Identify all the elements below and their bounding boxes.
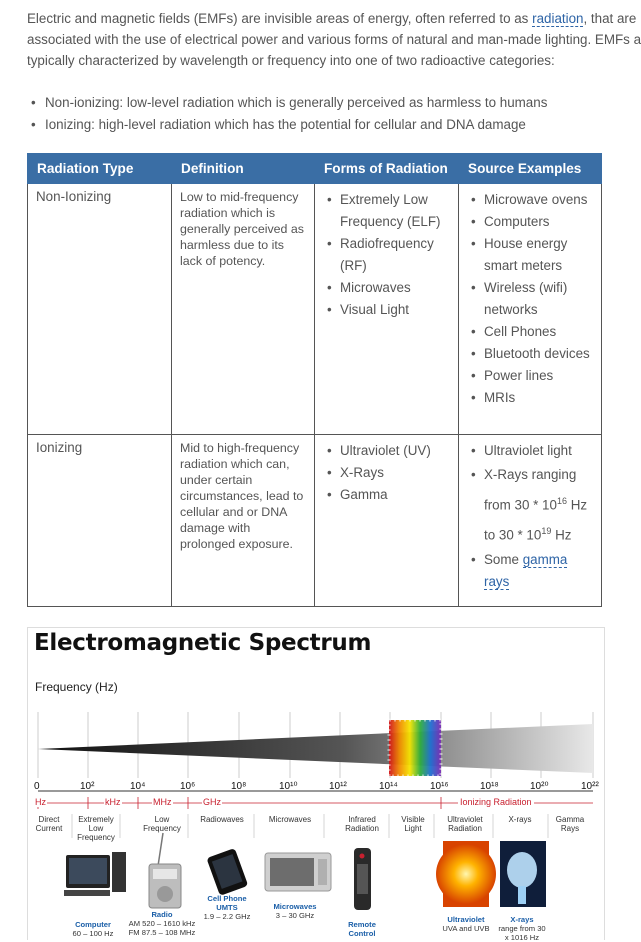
list-item: • Gamma — [340, 484, 450, 506]
device-name: Microwaves — [273, 902, 317, 911]
intro-text: associated with the use of electrical power and various forms of natural and man-made lighting. EMFs a — [27, 32, 641, 47]
list-item: • Extremely Low Frequency (ELF) — [340, 189, 450, 233]
device-name: Radio — [151, 910, 173, 919]
tick-label: 10⁸ — [231, 781, 247, 792]
tick-label: 10¹⁴ — [379, 781, 398, 792]
category-label: Low Frequency — [143, 815, 181, 833]
list-item: • Power lines — [484, 365, 593, 387]
list-item: • Wireless (wifi) networks — [484, 277, 593, 321]
list-item: • Microwaves — [340, 277, 450, 299]
band-label: MHz — [153, 797, 172, 807]
computer-label — [66, 920, 120, 938]
sources-list — [467, 189, 593, 409]
table-row — [28, 435, 602, 607]
x-ray-label — [496, 915, 548, 942]
tick-label: 0 — [34, 781, 40, 792]
forms-list — [323, 189, 450, 321]
intro-text: typically characterized by wavelength or frequency into one of two radioactive categories: — [27, 53, 555, 68]
category-label: Direct Current — [35, 815, 63, 833]
device-name: Ultraviolet — [447, 915, 485, 924]
device-range: 1.9 – 2.2 GHz — [203, 912, 251, 921]
frequency-label: Frequency (Hz) — [35, 680, 118, 694]
remote-control-label: Remote Control — [348, 920, 376, 938]
device-range: 60 – 100 Hz — [72, 929, 114, 938]
column-header: Forms of Radiation — [315, 154, 459, 184]
category-label: X-rays — [508, 815, 532, 824]
spectrum-wedge — [38, 724, 593, 773]
cell-phone-label — [202, 894, 252, 921]
ultraviolet-icon — [436, 841, 496, 907]
device-name: X-rays — [510, 915, 534, 924]
category-label: Ultraviolet Radiation — [447, 815, 483, 833]
tick-label: 10¹⁸ — [480, 781, 499, 792]
tick-label: 10⁶ — [180, 781, 196, 792]
device-name: Cell Phone UMTS — [207, 894, 247, 912]
category-label: Infrared Radiation — [345, 815, 379, 833]
forms-list — [323, 440, 450, 506]
list-item: • MRIs — [484, 387, 593, 409]
band-label: kHz — [105, 797, 121, 807]
ultraviolet-label — [438, 915, 494, 933]
radiation-type: Non-Ionizing — [28, 184, 172, 435]
list-item: • Ultraviolet (UV) — [340, 440, 450, 462]
intro-paragraph — [27, 8, 641, 71]
tick-label: 10² — [80, 781, 95, 792]
list-item: • Ionizing: high-level radiation which has the potential for cellular and DNA damage — [27, 114, 547, 136]
tick-label: 10¹⁶ — [430, 781, 449, 792]
table-row — [28, 184, 602, 435]
xray-text: X-Rays ranging from 30 * 10 — [484, 467, 577, 513]
cell-phone-icon — [206, 848, 248, 896]
device-range: UVA and UVB — [442, 924, 490, 933]
definition: Low to mid-frequency radiation which is generally perceived as harmless due to its lack of potency. — [172, 184, 315, 435]
list-item — [484, 549, 593, 593]
device-range: FM 87.5 – 108 MHz — [128, 928, 196, 937]
list-item: • Microwave ovens — [484, 189, 593, 211]
gamma-prefix: Some — [484, 551, 523, 567]
intro-text: Electric and magnetic fields (EMFs) are invisible areas of energy, often referred to as — [27, 11, 533, 26]
intro-text: , that are — [583, 11, 637, 26]
list-item: • Cell Phones — [484, 321, 593, 343]
microwave-icon — [265, 853, 331, 891]
column-header: Radiation Type — [28, 154, 172, 184]
xray-text: Hz — [551, 527, 572, 543]
tick-label: 10²² — [581, 781, 599, 792]
radio-label — [124, 910, 200, 937]
tick-label: 10¹⁰ — [279, 781, 298, 792]
list-item: • Radiofrequency (RF) — [340, 233, 450, 277]
visible-light-band — [389, 720, 441, 776]
category-label: Gamma Rays — [555, 815, 585, 833]
definition: Mid to high-frequency radiation which can, under certain circumstances, lead to cellular and or DNA damage with prolonged exposure. — [172, 435, 315, 607]
band-label: Ionizing Radiation — [460, 797, 532, 807]
sources-list — [467, 440, 593, 593]
radiation-link[interactable]: radiation — [532, 11, 584, 26]
radiation-table — [27, 153, 602, 607]
device-range: AM 520 – 1610 kHz — [128, 919, 196, 928]
spectrum-figure — [27, 627, 605, 940]
spectrum-diagram — [28, 628, 604, 940]
column-header: Source Examples — [459, 154, 602, 184]
xray-text: Hz to 30 * 10 — [484, 497, 588, 543]
list-item: • Bluetooth devices — [484, 343, 593, 365]
list-item: • Computers — [484, 211, 593, 233]
list-item — [484, 462, 593, 549]
radiation-category-list — [27, 92, 547, 136]
spectrum-title: Electromagnetic Spectrum — [34, 630, 372, 656]
list-item: • Non-ionizing: low-level radiation which is generally perceived as harmless to humans — [27, 92, 547, 114]
category-label: Visible Light — [401, 815, 425, 833]
band-label: GHz — [203, 797, 221, 807]
device-range: 3 – 30 GHz — [275, 911, 315, 920]
tick-label: 10⁴ — [130, 781, 146, 792]
category-label: Radiowaves — [200, 815, 244, 824]
device-range: range from 30 x 1016 Hz — [498, 924, 546, 942]
band-label: Hz — [35, 797, 46, 807]
column-header: Definition — [172, 154, 315, 184]
device-name: Computer — [75, 920, 111, 929]
remote-control-icon — [354, 848, 371, 910]
tick-label: 10²⁰ — [530, 781, 549, 792]
list-item: • X-Rays — [340, 462, 450, 484]
exponent: 16 — [556, 496, 567, 506]
gamma-rays-link[interactable]: gamma rays — [484, 551, 568, 589]
category-label: Extremely Low Frequency — [77, 815, 115, 842]
radiation-type: Ionizing — [28, 435, 172, 607]
tick-label: 10¹² — [329, 781, 347, 792]
list-item: • Ultraviolet light — [484, 440, 593, 462]
exponent: 19 — [541, 526, 552, 537]
list-item: • Visual Light — [340, 299, 450, 321]
radio-icon — [149, 833, 181, 908]
category-label: Microwaves — [268, 815, 312, 824]
computer-icon — [64, 852, 126, 896]
list-item: • House energy smart meters — [484, 233, 593, 277]
microwave-label — [264, 902, 326, 920]
x-ray-icon — [500, 841, 546, 907]
